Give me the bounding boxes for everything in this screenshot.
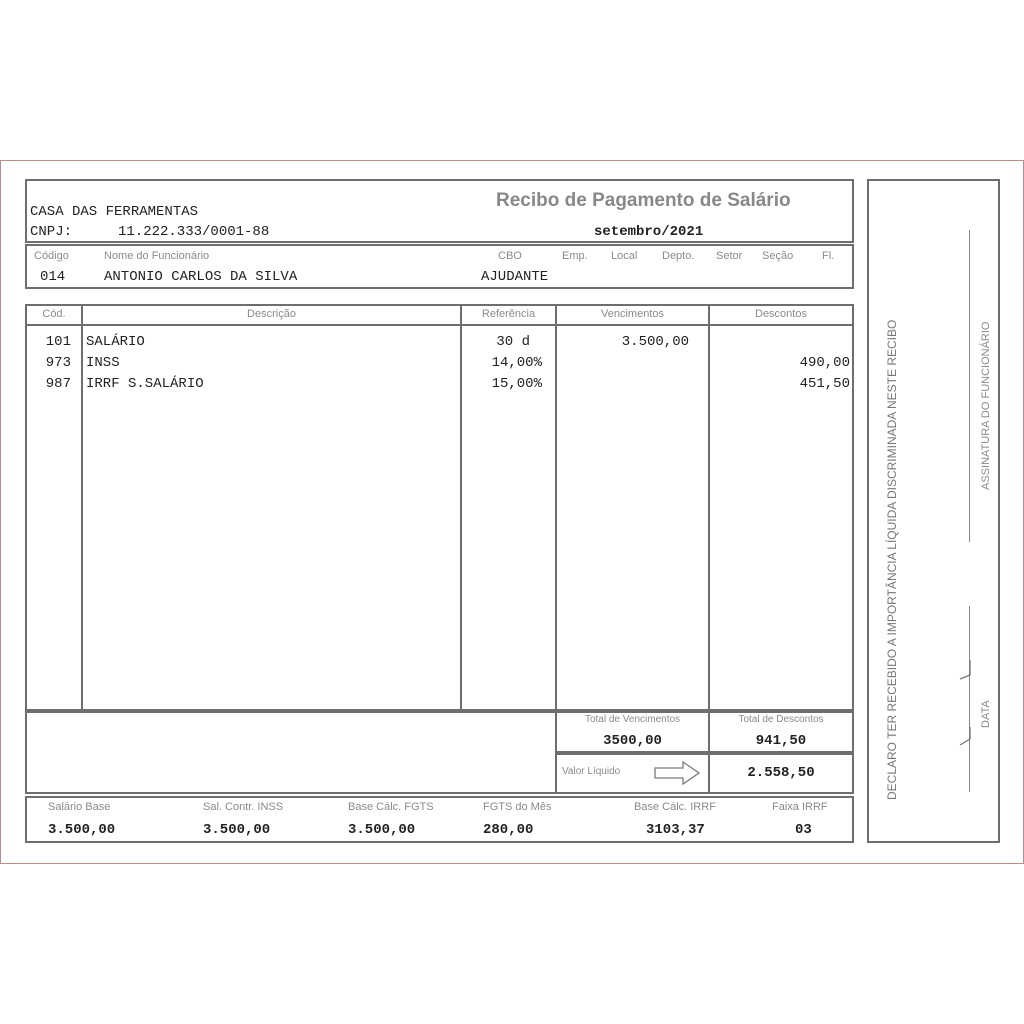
depto-label: Depto. — [662, 250, 695, 262]
employee-code-label: Código — [34, 250, 69, 262]
header-referencia: Referência — [481, 308, 536, 320]
cbo-label: CBO — [498, 250, 522, 262]
row-1-referencia: 30 d — [496, 334, 530, 350]
base-calc-fgts-value: 3.500,00 — [348, 822, 416, 838]
header-vencimentos: Vencimentos — [601, 308, 664, 320]
sal-contr-inss-value: 3.500,00 — [203, 822, 271, 838]
totals-left-box — [25, 711, 557, 794]
receipt-title: Recibo de Pagamento de Salário — [496, 190, 791, 211]
fgts-mes-value: 280,00 — [483, 822, 534, 838]
signature-label: ASSINATURA DO FUNCIONÁRIO — [980, 321, 992, 490]
employee-name: ANTONIO CARLOS DA SILVA — [104, 269, 298, 285]
date-slashes — [950, 655, 980, 755]
base-calc-irrf-value: 3103,37 — [646, 822, 705, 838]
arrow-right-icon — [653, 760, 701, 786]
header-descontos: Descontos — [755, 308, 807, 320]
company-name: CASA DAS FERRAMENTAS — [30, 204, 199, 220]
row-3-cod: 987 — [45, 376, 71, 392]
bases-box — [25, 796, 854, 843]
employee-name-label: Nome do Funcionário — [104, 250, 210, 262]
secao-label: Seção — [762, 250, 794, 262]
cnpj-value: 11.222.333/0001-88 — [118, 224, 270, 240]
row-2-cod: 973 — [45, 355, 71, 371]
col-line-1 — [81, 304, 83, 711]
base-calc-irrf-label: Base Cálc. IRRF — [634, 801, 716, 813]
receipt-period: setembro/2021 — [594, 224, 704, 240]
valor-liquido-value: 2.558,50 — [747, 765, 815, 781]
salario-base-label: Salário Base — [48, 801, 111, 813]
row-2-referencia: 14,00% — [491, 355, 542, 371]
employee-role: AJUDANTE — [481, 269, 549, 285]
row-3-referencia: 15,00% — [491, 376, 542, 392]
signature-line — [969, 230, 970, 542]
salario-base-value: 3.500,00 — [48, 822, 116, 838]
row-2-descontos: 490,00 — [799, 355, 850, 371]
table-header-line — [25, 324, 854, 326]
header-descricao: Descrição — [247, 308, 296, 320]
total-descontos-value: 941,50 — [755, 733, 807, 749]
row-2-descricao: INSS — [86, 355, 120, 371]
row-1-vencimentos: 3.500,00 — [621, 334, 689, 350]
col-line-3 — [555, 304, 557, 711]
faixa-irrf-label: Faixa IRRF — [772, 801, 828, 813]
date-label: DATA — [980, 700, 992, 728]
total-vencimentos-value: 3500,00 — [603, 733, 662, 749]
emp-label: Emp. — [562, 250, 588, 262]
row-3-descontos: 451,50 — [799, 376, 850, 392]
declaration-text: DECLARO TER RECEBIDO A IMPORTÂNCIA LÍQUIDA DISCRIMINADA NESTE RECIBO — [885, 319, 899, 800]
sal-contr-inss-label: Sal. Contr. INSS — [203, 801, 284, 813]
cnpj-label: CNPJ: — [30, 224, 73, 240]
valor-liquido-label: Valor Líquido — [562, 766, 621, 777]
total-descontos-label: Total de Descontos — [738, 714, 824, 725]
fgts-mes-label: FGTS do Mês — [483, 801, 552, 813]
setor-label: Setor — [716, 250, 743, 262]
faixa-irrf-value: 03 — [795, 822, 812, 838]
total-vencimentos-label: Total de Vencimentos — [584, 714, 681, 725]
header-cod: Cód. — [42, 308, 66, 320]
employee-code: 014 — [40, 269, 66, 285]
row-1-cod: 101 — [45, 334, 71, 350]
local-label: Local — [611, 250, 638, 262]
row-3-descricao: IRRF S.SALÁRIO — [86, 376, 204, 392]
base-calc-fgts-label: Base Cálc. FGTS — [348, 801, 434, 813]
row-1-descricao: SALÁRIO — [86, 334, 145, 350]
fl-label: Fl. — [822, 250, 835, 262]
